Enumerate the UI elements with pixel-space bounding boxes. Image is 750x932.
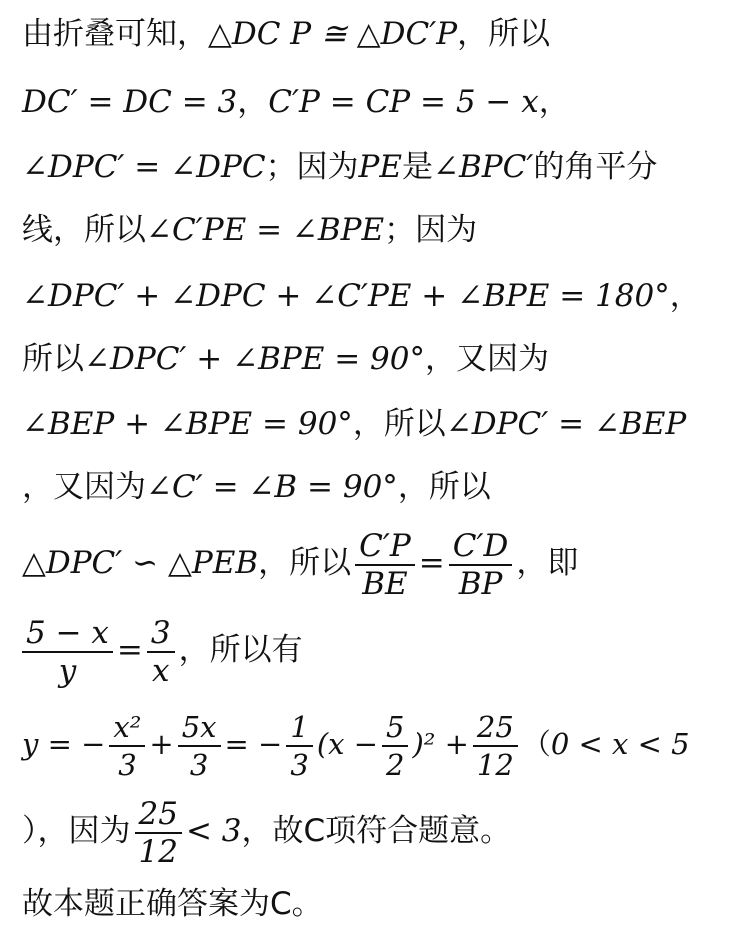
text: 由折叠可知， xyxy=(22,16,208,52)
fraction xyxy=(147,615,175,689)
line-8 xyxy=(22,467,734,507)
line-10 xyxy=(22,612,734,689)
numerator: x² xyxy=(109,709,145,747)
denominator: BP xyxy=(458,565,503,602)
text: ，故C项符合题意。 xyxy=(241,813,512,849)
fraction xyxy=(382,709,408,783)
math-similar: △DPC′ ∽ △PEB xyxy=(22,545,259,581)
math-angle-eq: ∠C′ = ∠B = 90° xyxy=(146,469,398,505)
math-cp: C′P = CP = 5 − x xyxy=(268,84,539,120)
math-range: 0 < x < 5 xyxy=(550,727,690,761)
equals: = − xyxy=(224,727,283,761)
math: (x − xyxy=(316,727,378,761)
fraction xyxy=(449,528,513,602)
math-pe: PE xyxy=(358,149,403,185)
text: ， xyxy=(237,84,269,120)
line-4 xyxy=(22,210,734,250)
text: ，又因为 xyxy=(425,341,549,377)
math-dc: DC′ = DC = 3 xyxy=(22,84,238,120)
fraction xyxy=(109,709,145,783)
fraction xyxy=(473,709,518,783)
line-9 xyxy=(22,525,734,602)
text: （ xyxy=(521,727,551,761)
line-2 xyxy=(22,82,734,122)
text: ，所以 xyxy=(457,16,551,52)
answer-text: 故本题正确答案为C。 xyxy=(22,886,323,922)
text: ， xyxy=(538,84,570,120)
fraction xyxy=(355,528,415,602)
text: ，所以 xyxy=(397,469,491,505)
numerator: 5x xyxy=(178,709,221,747)
fraction xyxy=(22,615,113,689)
line-6 xyxy=(22,339,734,379)
line-1 xyxy=(22,14,734,54)
denominator: x xyxy=(152,652,170,689)
equals: = xyxy=(418,545,445,581)
denominator: 3 xyxy=(118,748,137,782)
numerator: C′P xyxy=(355,528,415,566)
math-angle-eq: ∠C′PE = ∠BPE xyxy=(146,212,385,248)
math: )² + xyxy=(412,727,469,761)
text: ，所以 xyxy=(352,406,446,442)
text: ，即 xyxy=(516,545,579,581)
math: < 3 xyxy=(185,813,242,849)
denominator: 2 xyxy=(386,748,405,782)
fraction xyxy=(286,709,312,783)
line-7 xyxy=(22,404,734,444)
equals: = xyxy=(116,632,143,668)
text: 所以 xyxy=(22,341,84,377)
math-angle-sum: ∠DPC′ + ∠DPC + ∠C′PE + ∠BPE = 180° xyxy=(22,278,670,314)
fraction xyxy=(178,709,221,783)
math: y = − xyxy=(22,727,106,761)
denominator: BE xyxy=(362,565,408,602)
line-3 xyxy=(22,147,734,187)
math-angle: ∠BPC′ xyxy=(433,149,534,185)
text: 的角平分 xyxy=(533,149,658,185)
numerator: 1 xyxy=(286,709,312,747)
text: ，所以有 xyxy=(178,632,303,668)
text: 线，所以 xyxy=(22,212,146,248)
denominator: y xyxy=(58,652,77,689)
text: ，所以 xyxy=(258,545,352,581)
text: ， xyxy=(669,278,701,314)
denominator: 3 xyxy=(290,748,309,782)
text: ），因为 xyxy=(22,813,131,849)
text: ；因为 xyxy=(265,149,359,185)
math-congruence: △DC P ≅ △DC′P xyxy=(208,16,458,52)
line-12 xyxy=(22,793,734,870)
line-11 xyxy=(22,706,734,783)
line-5 xyxy=(22,276,734,316)
plus: + xyxy=(149,727,174,761)
fraction xyxy=(135,796,182,870)
line-13 xyxy=(22,884,734,924)
text: 是 xyxy=(402,149,434,185)
math-angle-sum: ∠BEP + ∠BPE = 90° xyxy=(22,406,353,442)
math-angle-eq: ∠DPC′ = ∠DPC xyxy=(22,149,266,185)
numerator: 5 − x xyxy=(22,615,113,653)
math-angle-eq: ∠DPC′ = ∠BEP xyxy=(445,406,687,442)
numerator: C′D xyxy=(449,528,513,566)
math-angle-sum: ∠DPC′ + ∠BPE = 90° xyxy=(84,341,425,377)
numerator: 25 xyxy=(135,796,182,834)
numerator: 3 xyxy=(147,615,175,653)
denominator: 12 xyxy=(138,833,178,870)
numerator: 25 xyxy=(473,709,518,747)
numerator: 5 xyxy=(382,709,408,747)
text: ；因为 xyxy=(384,212,478,248)
denominator: 12 xyxy=(476,748,514,782)
denominator: 3 xyxy=(189,748,209,782)
text: ，又因为 xyxy=(22,469,146,505)
